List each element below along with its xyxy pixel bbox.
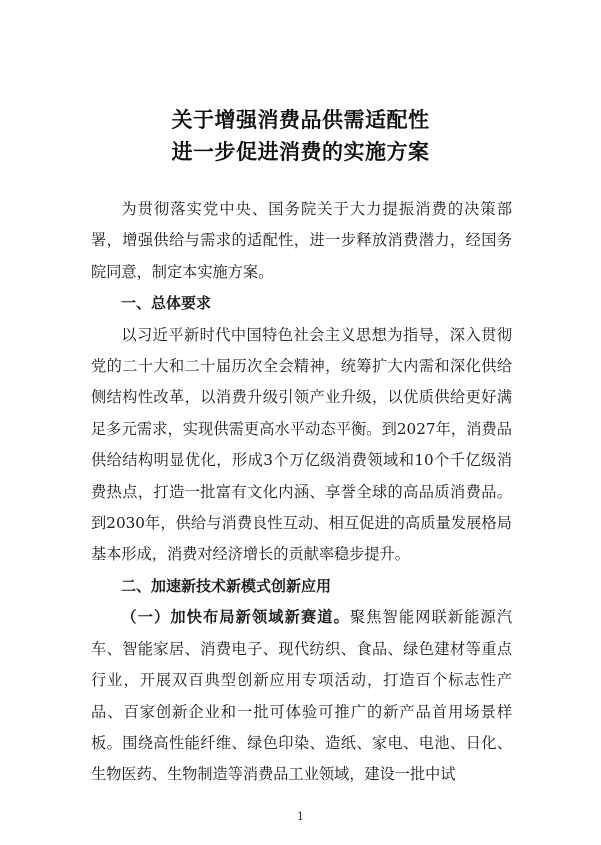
- section-2-heading: 二、加速新技术新模式创新应用: [121, 576, 332, 595]
- intro-paragraph: 为贯彻落实党中央、国务院关于大力提振消费的决策部署，增强供给与需求的适配性，进一步释放消费潜力，经国务院同意，制定本实施方案。: [91, 200, 512, 281]
- section-1-paragraph: 以习近平新时代中国特色社会主义思想为指导，深入贯彻党的二十大和二十届历次全会精神，统筹扩大内需和深化供给侧结构性改革，以消费升级引领产业升级，以优质供给更好满足多元需求，实现供需更高水平动态平衡。到2027年，消费品供给结构明显优化，形成3个万亿级消费领域和10个千亿级消费热点，打造一批富有文化内涵、享誉全球的高品质消费品。到2030年，供给与消费良性互动、相互促进的高质量发展格局基本形成，消费对经济增长的贡献率稳步提升。: [91, 325, 512, 564]
- document-title-line-2: 进一步促进消费的实施方案: [171, 139, 430, 164]
- document-body: [91, 194, 512, 791]
- subsection-1-body: 聚焦智能网联新能源汽车、智能家居、消费电子、现代纺织、食品、绿色建材等重点行业，开展双百典型创新应用专项活动，打造百个标志性产品、百家创新企业和一批可体验可推广的新产品首用场景样板。围绕高性能纤维、绿色印染、造纸、家电、电池、日化、生物医药、生物制造等消费品工业领域，建设一批中试: [91, 608, 513, 784]
- subsection-1-lead: （一）加快布局新领域新赛道。: [121, 608, 350, 627]
- subsection-1-paragraph: [91, 602, 512, 790]
- document-title-line-1: 关于增强消费品供需适配性: [171, 107, 430, 132]
- section-1-heading: 一、总体要求: [121, 294, 212, 313]
- page-number: 1: [297, 810, 304, 823]
